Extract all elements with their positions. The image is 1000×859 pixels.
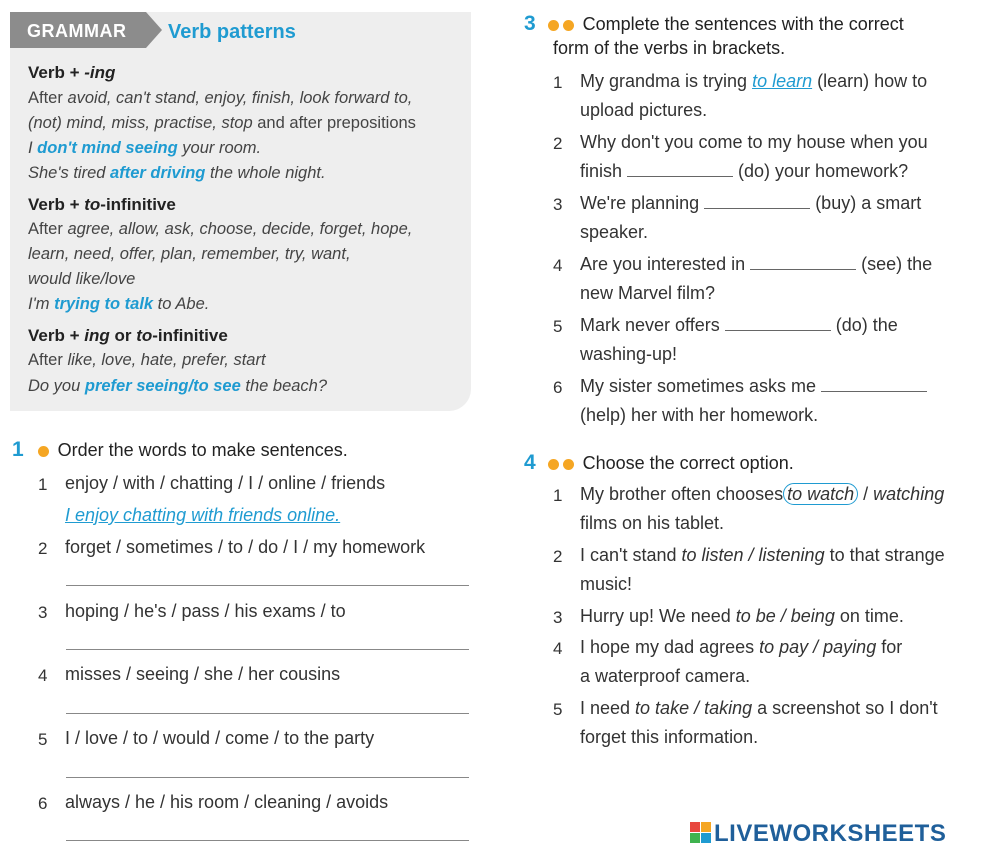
ex1-item-1-words: enjoy / with / chatting / I / online / friends [65,473,386,493]
ex3-item-4-blank[interactable] [750,255,856,270]
ex1-item-6-words: always / he / his room / cleaning / avoids [65,792,389,812]
exercise-3-number: 3 [524,12,536,35]
ex3-item-5-line2: washing-up! [580,344,678,364]
ex4-item-number: 1 [553,486,563,505]
ex1-item-number: 5 [38,730,48,749]
grammar-section-both-example: Do you prefer seeing/to see the beach? [28,377,328,395]
ex3-item-6-blank[interactable] [821,377,927,392]
ex3-item-number: 2 [553,134,563,153]
ex4-item-1: My brother often chooses to watch / watching [580,484,945,504]
ex3-item-1-line2: upload pictures. [580,100,708,120]
ex4-item-4-line2: a waterproof camera. [580,666,751,686]
ex4-item-number: 4 [553,639,563,658]
ex4-item-2-line2: music! [580,574,633,594]
ex3-item-1-answer[interactable]: to learn [752,71,813,91]
difficulty-dot-icon [563,20,574,31]
grammar-tag-label: GRAMMAR [27,21,127,41]
ex4-item-number: 5 [553,700,563,719]
ex1-item-1-answer[interactable]: I enjoy chatting with friends online. [65,505,341,525]
exercise-1-instruction: Order the words to make sentences. [57,440,348,460]
ex4-item-4: I hope my dad agrees to pay / paying for [580,637,903,657]
grammar-section-ing-line1: After avoid, can't stand, enjoy, finish, look forward to, [28,89,413,107]
ex1-item-number: 2 [38,539,48,558]
ex3-item-2-blank[interactable] [627,162,733,177]
ex1-item-2-answer-line[interactable] [66,585,469,586]
ex3-item-1: My grandma is trying to learn (learn) how to [580,71,928,91]
grammar-section-to-line2: learn, need, offer, plan, remember, try, want, [28,245,351,263]
grammar-tag [10,12,160,48]
exercise-1-header [12,438,348,462]
liveworksheets-logo-icon [690,822,712,844]
ex4-item-3: Hurry up! We need to be / being on time. [580,606,904,626]
ex4-item-5-options[interactable]: to take / taking [635,698,753,718]
ex4-item-number: 2 [553,547,563,566]
ex4-item-3-options[interactable]: to be / being [735,606,835,626]
ex4-item-1-line2: films on his tablet. [580,513,725,533]
exercise-4-instruction: Choose the correct option. [582,453,794,473]
ex4-item-5: I need to take / taking a screenshot so I don't [580,698,938,718]
ex1-item-3-answer-line[interactable] [66,649,469,650]
grammar-section-to-heading: Verb + to-infinitive [28,195,176,214]
ex3-item-2: Why don't you come to my house when you [580,132,928,152]
ex4-item-number: 3 [553,608,563,627]
difficulty-dot-icon [38,446,49,457]
grammar-section-ing-line2: (not) mind, miss, practise, stop and after prepositions [28,114,416,132]
ex3-item-3-line2: speaker. [580,222,649,242]
ex4-item-2: I can't stand to listen / listening to that strange [580,545,945,565]
ex1-item-4-answer-line[interactable] [66,713,469,714]
grammar-section-to-line3: would like/love [28,270,136,288]
exercise-4-header [524,451,794,475]
grammar-section-ing-heading: Verb + -ing [28,63,116,82]
ex3-item-3-blank[interactable] [704,194,810,209]
ex1-item-number: 1 [38,475,48,494]
exercise-4-number: 4 [524,451,536,474]
liveworksheets-logo [690,820,946,848]
grammar-section-to-example: I'm trying to talk to Abe. [28,295,210,313]
ex3-item-2-line2: finish (do) your homework? [580,161,909,181]
ex1-item-6-answer-line[interactable] [66,840,469,841]
exercise-1-number: 1 [12,438,24,461]
ex3-item-6: My sister sometimes asks me [580,376,927,397]
exercise-3-instruction-line1: Complete the sentences with the correct [582,14,904,34]
exercise-3-header [524,12,904,36]
ex1-item-number: 6 [38,794,48,813]
ex1-item-2-words: forget / sometimes / to / do / I / my homework [65,537,426,557]
ex4-item-2-options[interactable]: to listen / listening [681,545,825,565]
difficulty-dot-icon [563,459,574,470]
ex1-item-3-words: hoping / he's / pass / his exams / to [65,601,346,621]
ex3-item-number: 6 [553,378,563,397]
liveworksheets-logo-text: LIVEWORKSHEETS [714,820,947,847]
ex1-item-number: 4 [38,666,48,685]
grammar-section-to-line1: After agree, allow, ask, choose, decide, forget, hope, [28,220,413,238]
grammar-section-ing-example1: I don't mind seeing your room. [28,139,262,157]
ex3-item-number: 3 [553,195,563,214]
grammar-section-both-heading: Verb + ing or to-infinitive [28,326,228,345]
ex4-item-1-option[interactable]: watching [873,484,945,504]
difficulty-dot-icon [548,459,559,470]
grammar-title: Verb patterns [168,21,296,43]
ex3-item-4: Are you interested in (see) the [580,254,933,274]
ex1-item-number: 3 [38,603,48,622]
ex4-item-5-line2: forget this information. [580,727,759,747]
ex3-item-5-blank[interactable] [725,316,831,331]
ex4-item-4-options[interactable]: to pay / paying [759,637,877,657]
ex1-item-4-words: misses / seeing / she / her cousins [65,664,341,684]
difficulty-dot-icon [548,20,559,31]
ex4-item-1-option-circled[interactable]: to watch [783,483,858,505]
ex3-item-number: 4 [553,256,563,275]
exercise-3-instruction-line2: form of the verbs in brackets. [553,38,786,58]
grammar-section-ing-example2: She's tired after driving the whole night. [28,164,326,182]
ex3-item-6-line2: (help) her with her homework. [580,405,819,425]
ex3-item-5: Mark never offers (do) the [580,315,898,335]
ex3-item-4-line2: new Marvel film? [580,283,716,303]
grammar-section-both-line1: After like, love, hate, prefer, start [28,351,266,369]
ex1-item-5-words: I / love / to / would / come / to the party [65,728,375,748]
ex3-item-3: We're planning (buy) a smart [580,193,922,213]
ex3-item-number: 1 [553,73,563,92]
ex3-item-number: 5 [553,317,563,336]
ex1-item-5-answer-line[interactable] [66,777,469,778]
